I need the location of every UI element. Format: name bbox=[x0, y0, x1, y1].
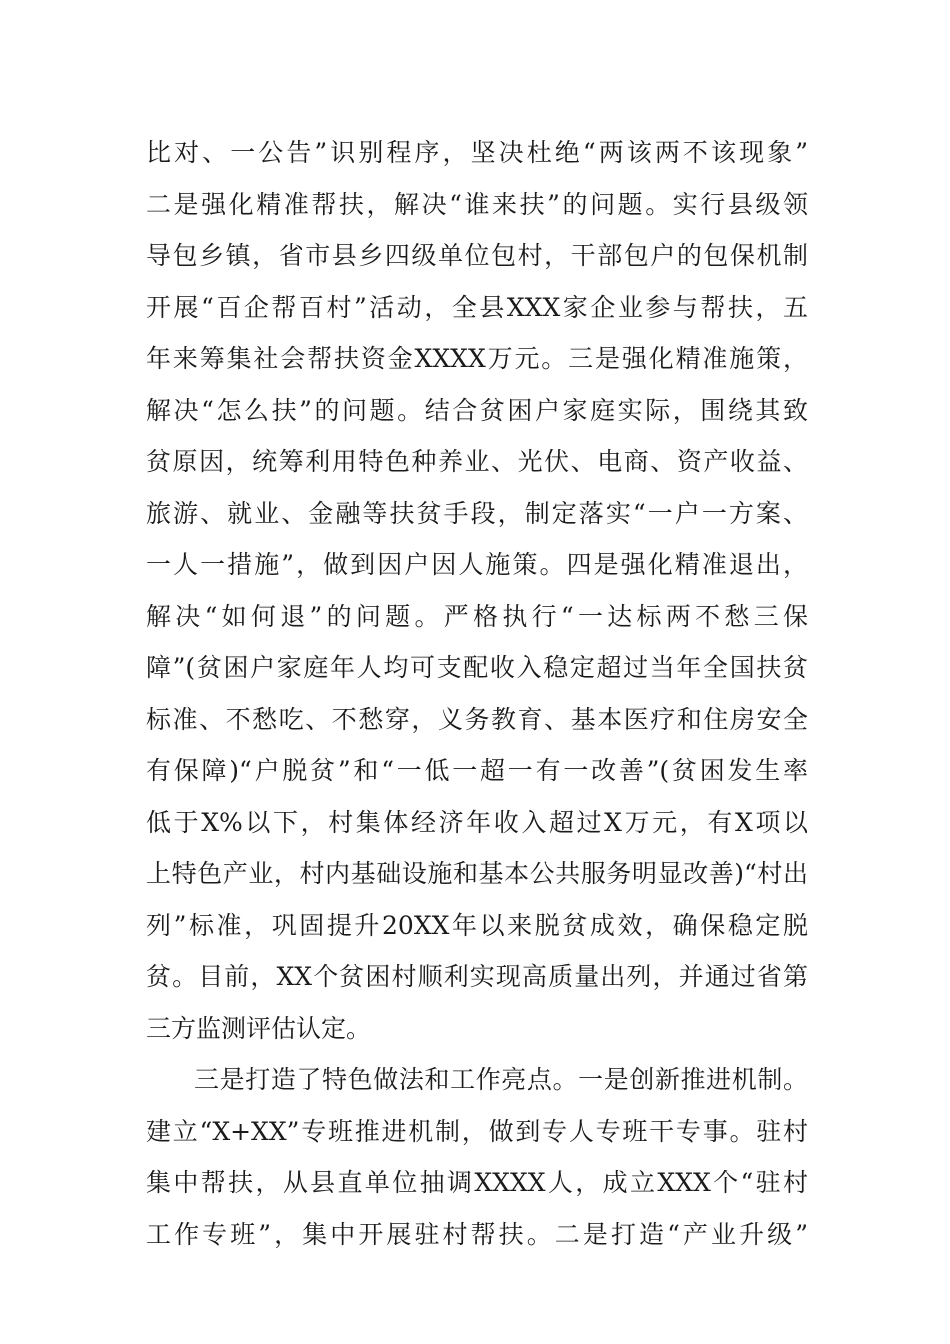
text-line: 比对、一公告”识别程序，坚决杜绝“两该两不该现象” bbox=[146, 138, 808, 167]
text-line: 有保障)“户脱贫”和“一低一超一有一改善”(贫困发生率 bbox=[146, 756, 808, 785]
text-line: 上特色产业，村内基础设施和基本公共服务明显改善)“村出 bbox=[146, 859, 808, 888]
text-line: 旅游、就业、金融等扶贫手段，制定落实“一户一方案、 bbox=[146, 498, 808, 528]
text-line: 标准、不愁吃、不愁穿，义务教育、基本医疗和住房安全 bbox=[146, 704, 808, 734]
paragraph-first-line: 三是打造了特色做法和工作亮点。一是创新推进机制。 bbox=[194, 1065, 808, 1094]
text-line: 低于X%以下，村集体经济年收入超过X万元，有X项以 bbox=[146, 807, 808, 837]
text-line: 贫原因，统筹利用特色种养业、光伏、电商、资产收益、 bbox=[146, 447, 808, 476]
text-line: 三方监测评估认定。 bbox=[146, 1013, 372, 1043]
text-line: 开展“百企帮百村”活动，全县XXX家企业参与帮扶，五 bbox=[146, 292, 808, 322]
text-line: 列”标准，巩固提升20XX年以来脱贫成效，确保稳定脱 bbox=[146, 910, 808, 940]
text-line: 工作专班”，集中开展驻村帮扶。二是打造“产业升级” bbox=[146, 1219, 808, 1249]
text-line: 导包乡镇，省市县乡四级单位包村，干部包户的包保机制 bbox=[146, 241, 808, 270]
text-line: 一人一措施”，做到因户因人施策。四是强化精准退出， bbox=[146, 550, 808, 579]
text-line: 障”(贫困户家庭年人均可支配收入稳定超过当年全国扶贫 bbox=[146, 653, 808, 682]
text-line: 贫。目前，XX个贫困村顺利实现高质量出列，并通过省第 bbox=[146, 962, 808, 991]
text-line: 集中帮扶，从县直单位抽调XXXX人，成立XXX个“驻村 bbox=[146, 1168, 808, 1197]
text-line: 年来筹集社会帮扶资金XXXX万元。三是强化精准施策， bbox=[146, 344, 808, 373]
text-line: 建立“X+XX”专班推进机制，做到专人专班干专事。驻村 bbox=[146, 1116, 808, 1146]
text-line: 二是强化精准帮扶，解决“谁来扶”的问题。实行县级领 bbox=[146, 189, 808, 219]
text-line: 解决“怎么扶”的问题。结合贫困户家庭实际，围绕其致 bbox=[146, 395, 808, 425]
text-line: 解决“如何退”的问题。严格执行“一达标两不愁三保 bbox=[146, 601, 808, 631]
document-body bbox=[146, 127, 808, 1260]
